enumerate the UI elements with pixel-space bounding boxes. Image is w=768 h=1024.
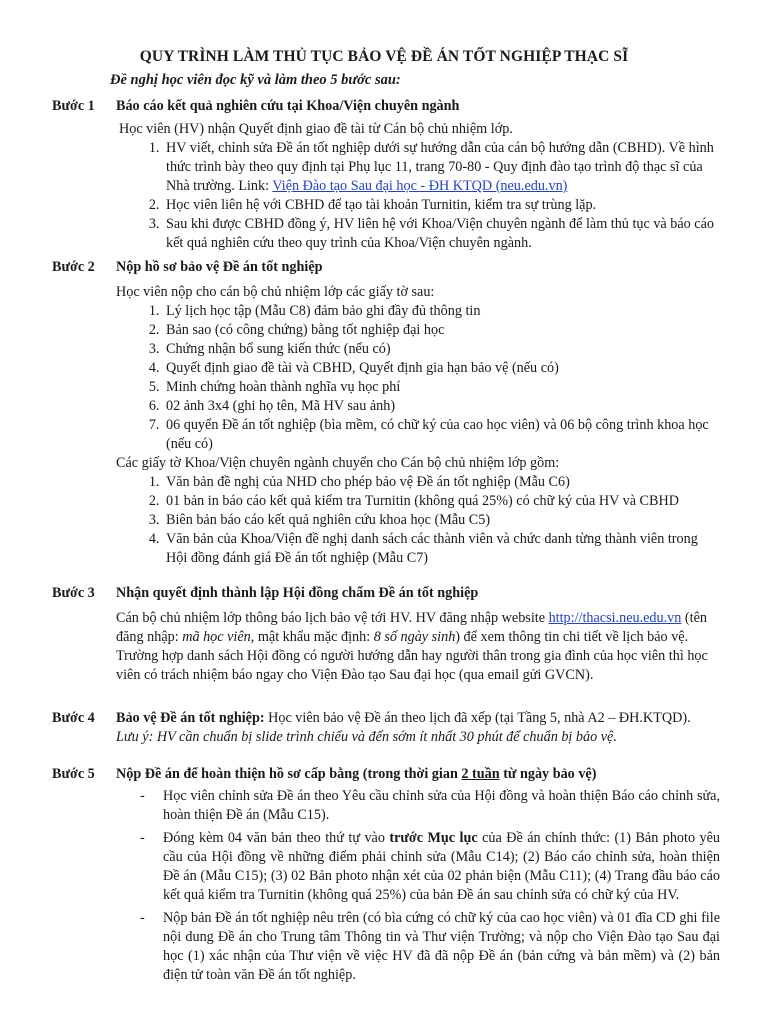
document-subtitle: Đề nghị học viên đọc kỹ và làm theo 5 bước sau:: [110, 72, 401, 88]
list-item: 2. Bản sao (có công chứng) bằng tốt nghiệp đại học: [163, 321, 720, 340]
login-hint: mã học viên: [182, 629, 251, 645]
vien-dao-tao-link[interactable]: Viện Đào tạo Sau đại học - ĐH KTQD (neu.edu.vn): [272, 178, 568, 194]
list-item: 3. Biên bản báo cáo kết quả nghiên cứu khoa học (Mẫu C5): [163, 511, 720, 530]
step-5-list: [116, 787, 720, 985]
list-item: 3. Sau khi được CBHD đồng ý, HV liên hệ với Khoa/Viện chuyên ngành để làm thủ tục và báo cáo kết quả nghiên cứu theo quy trình của Khoa/Viện chuyên ngành.: [163, 215, 720, 253]
step-2-intro2: Các giấy tờ Khoa/Viện chuyên ngành chuyển cho Cán bộ chủ nhiệm lớp gồm:: [116, 455, 560, 471]
step-5-label: Bước 5: [52, 766, 95, 782]
step-4-note: Lưu ý: HV cần chuẩn bị slide trình chiếu và đến sớm ít nhất 30 phút để chuẩn bị bảo vệ.: [116, 729, 617, 745]
list-item: 3. Chứng nhận bổ sung kiến thức (nếu có): [163, 340, 720, 359]
step-2-label: Bước 2: [52, 259, 95, 275]
step-2-list: [116, 302, 720, 454]
step-4-label: Bước 4: [52, 710, 95, 726]
step-1-label: Bước 1: [52, 98, 95, 114]
list-item: 1. HV viết, chỉnh sửa Đề án tốt nghiệp dưới sự hướng dẫn của cán bộ hướng dẫn (CBHD). Về hình thức trình bày theo quy định tại Phụ lục 11, trang 70-80 - Quy định đào tạo trình độ thạc sĩ của Nhà trường. Link: Viện Đào tạo Sau đại học - ĐH KTQD (neu.edu.vn): [163, 139, 720, 196]
step-1-intro: Học viên (HV) nhận Quyết định giao đề tài từ Cán bộ chủ nhiệm lớp.: [119, 121, 513, 137]
step-5-heading: Nộp Đề án để hoàn thiện hồ sơ cấp bằng (trong thời gian 2 tuần từ ngày bảo vệ): [116, 766, 597, 782]
step-2-heading: Nộp hồ sơ bảo vệ Đề án tốt nghiệp: [116, 259, 323, 275]
list-item: 1. Văn bản đề nghị của NHD cho phép bảo vệ Đề án tốt nghiệp (Mẫu C6): [163, 473, 720, 492]
step-5: [52, 765, 720, 989]
step-3-heading: Nhận quyết định thành lập Hội đồng chấm Đề án tốt nghiệp: [116, 585, 479, 601]
step-2-list-2: [116, 473, 720, 568]
list-item: 4. Quyết định giao đề tài và CBHD, Quyết định gia hạn bảo vệ (nếu có): [163, 359, 720, 378]
step-1: [52, 97, 720, 253]
thacsi-website-link[interactable]: http://thacsi.neu.edu.vn: [548, 610, 682, 626]
list-item: - Nộp bản Đề án tốt nghiệp nêu trên (có bìa cứng có chữ ký của cao học viên) và 01 đĩa CD ghi file nội dung Đề án cho Trung tâm Thông tin và Thư viện Trường; và nộp cho Viện Đào tạo Sau đại học (1) xác nhận của Thư viện về việc HV đã đã nộp Đề án (bản cứng và bản mềm) và (2) bản điện tử toàn văn Đề án tốt nghiệp.: [140, 910, 720, 983]
list-item: - Học viên chỉnh sửa Đề án theo Yêu cầu chỉnh sửa của Hội đồng và hoàn thiện Báo cáo chỉnh sửa, hoàn thiện Đề án (Mẫu C15).: [140, 788, 720, 823]
password-hint: 8 số ngày sinh: [373, 629, 456, 645]
step-1-heading: Báo cáo kết quả nghiên cứu tại Khoa/Viện chuyên ngành: [116, 98, 460, 114]
document-title: QUY TRÌNH LÀM THỦ TỤC BẢO VỆ ĐỀ ÁN TỐT NGHIỆP THẠC SĨ: [139, 48, 629, 65]
step-2: [52, 258, 720, 568]
step-3-label: Bước 3: [52, 585, 95, 601]
step-4: [52, 709, 720, 747]
list-item: 7. 06 quyển Đề án tốt nghiệp (bìa mềm, có chữ ký của cao học viên) và 06 bộ công trình khoa học (nếu có): [163, 416, 720, 454]
list-item: 1. Lý lịch học tập (Mẫu C8) đảm bảo ghi đầy đủ thông tin: [163, 302, 720, 321]
list-item: 5. Minh chứng hoàn thành nghĩa vụ học phí: [163, 378, 720, 397]
list-item: 4. Văn bản của Khoa/Viện đề nghị danh sách các thành viên và chức danh từng thành viên trong Hội đồng đánh giá Đề án tốt nghiệp (Mẫu C7): [163, 530, 720, 568]
step-4-text: Bảo vệ Đề án tốt nghiệp: Học viên bảo vệ Đề án theo lịch đã xếp (tại Tầng 5, nhà A2 – ĐH.KTQD).: [116, 710, 691, 726]
step-4-heading: Bảo vệ Đề án tốt nghiệp:: [116, 710, 265, 726]
step-1-list: [116, 139, 720, 253]
step-2-intro: Học viên nộp cho cán bộ chủ nhiệm lớp các giấy tờ sau:: [116, 284, 435, 300]
step-3-text: Cán bộ chủ nhiệm lớp thông báo lịch bảo vệ tới HV. HV đăng nhập website http://thacsi.neu.edu.vn (tên đăng nhập: mã học viên, mật khẩu mặc định: 8 số ngày sinh) để xem thông tin chi tiết về lịch bảo vệ. Trường hợp danh sách Hội đồng có người hướng dẫn hay người thân trong gia đình của học viên thì học viên có trách nhiệm báo ngay cho Viện Đào tạo Sau đại học (qua email gửi GVCN).: [116, 610, 708, 683]
list-item: 2. Học viên liên hệ với CBHD để tạo tài khoản Turnitin, kiểm tra sự trùng lặp.: [163, 196, 720, 215]
list-item: 2. 01 bản in báo cáo kết quả kiểm tra Turnitin (không quá 25%) có chữ ký của HV và CBHD: [163, 492, 720, 511]
list-item: - Đóng kèm 04 văn bản theo thứ tự vào trước Mục lục của Đề án chính thức: (1) Bản photo yêu cầu của Hội đồng về những điểm phải chỉnh sửa (Mẫu C14); (2) Báo cáo chỉnh sửa, hoàn thiện Đề án (Mẫu C15); (3) 02 Bản photo nhận xét của 02 phản biện (Mẫu C11); (4) Trang đầu báo cáo kết quả kiểm tra Turnitin (không quá 25%) của bản Đề án sau chỉnh sửa có chữ ký của HV.: [140, 830, 720, 903]
list-item: 6. 02 ảnh 3x4 (ghi họ tên, Mã HV sau ảnh): [163, 397, 720, 416]
step-3: [52, 584, 720, 685]
